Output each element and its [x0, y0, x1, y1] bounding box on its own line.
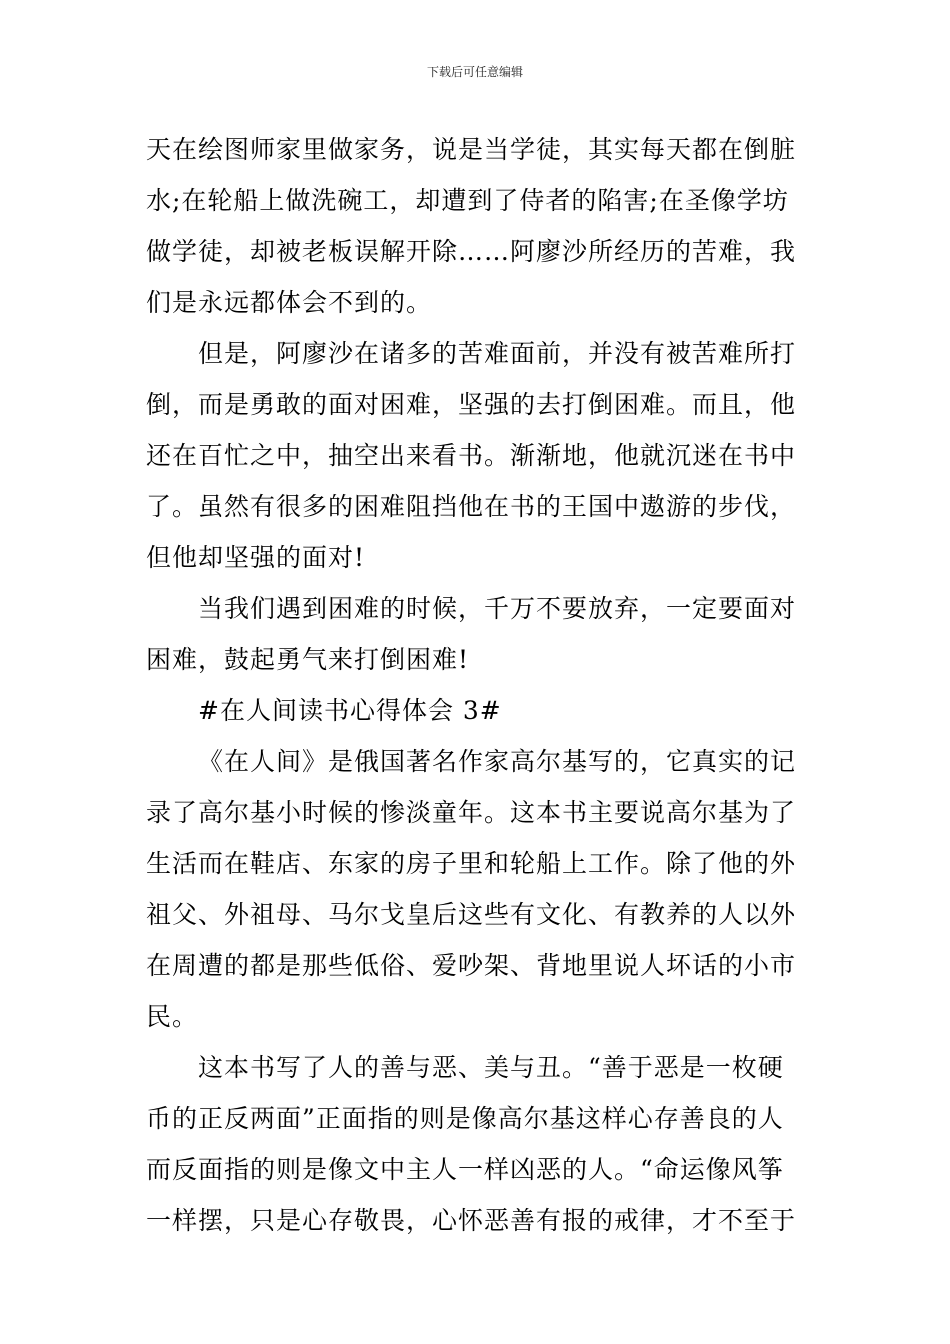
text-line: 了。虽然有很多的困难阻挡他在书的王国中遨游的步伐，: [146, 492, 797, 521]
page-header: 下载后可任意编辑: [426, 65, 523, 79]
text-line: 而反面指的则是像文中主人一样凶恶的人。“命运像风筝: [146, 1155, 784, 1184]
text-line: 在周遭的都是那些低俗、爱吵架、背地里说人坏话的小市: [146, 951, 797, 980]
text-line: 生活而在鞋店、东家的房子里和轮船上工作。除了他的外: [146, 849, 797, 878]
text-line: 当我们遇到困难的时候，千万不要放弃，一定要面对: [198, 594, 797, 623]
text-line: 困难，鼓起勇气来打倒困难!: [146, 645, 470, 674]
paragraph: [146, 1042, 806, 1246]
text-line: 倒，而是勇敢的面对困难，坚强的去打倒困难。而且，他: [146, 390, 797, 419]
text-line: 币的正反两面”正面指的则是像高尔基这样心存善良的人: [146, 1104, 784, 1133]
text-line: 录了高尔基小时候的惨淡童年。这本书主要说高尔基为了: [146, 798, 797, 827]
text-line: 但是，阿廖沙在诸多的苦难面前，并没有被苦难所打: [198, 339, 797, 368]
paragraph: [146, 328, 806, 583]
paragraph: [146, 583, 806, 685]
text-line: 这本书写了人的善与恶、美与丑。“善于恶是一枚硬: [198, 1053, 784, 1082]
text-line: 天在绘图师家里做家务，说是当学徒，其实每天都在倒脏: [146, 135, 797, 164]
text-line: 做学徒，却被老板误解开除……阿廖沙所经历的苦难，我: [146, 237, 797, 266]
text-line: 祖父、外祖母、马尔戈皇后这些有文化、有教养的人以外: [146, 900, 797, 929]
text-line: 但他却坚强的面对!: [146, 543, 366, 572]
text-line: 《在人间》是俄国著名作家高尔基写的，它真实的记: [198, 747, 797, 776]
paragraph-continuation: [146, 124, 806, 328]
text-line: 民。: [146, 1002, 199, 1031]
text-line: 们是永远都体会不到的。: [146, 288, 433, 317]
text-line: 一样摆，只是心存敬畏，心怀恶善有报的戒律，才不至于: [146, 1206, 797, 1235]
paragraph: [146, 736, 806, 1042]
text-line: 水;在轮船上做洗碗工，却遭到了侍者的陷害;在圣像学坊: [146, 186, 789, 215]
heading-line: #在人间读书心得体会 3#: [198, 696, 502, 725]
section-heading: [146, 685, 806, 736]
document-body: [146, 124, 806, 1246]
text-line: 还在百忙之中，抽空出来看书。渐渐地，他就沉迷在书中: [146, 441, 797, 470]
